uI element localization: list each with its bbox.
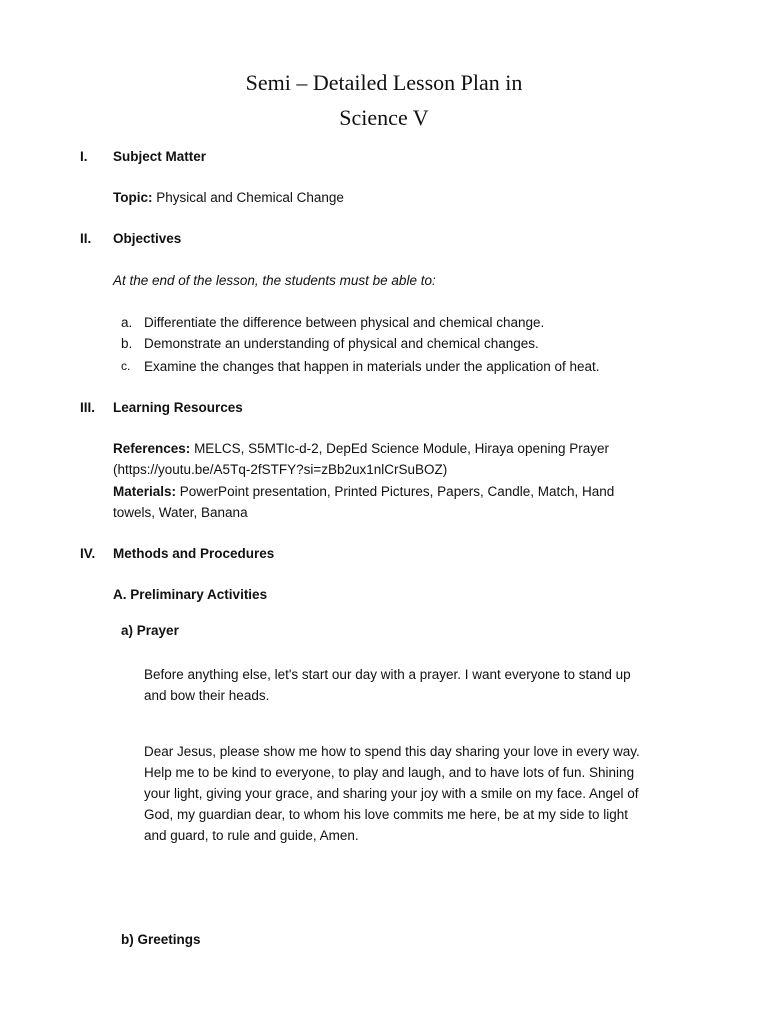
prayer-instruction [144, 664, 714, 706]
materials-label: Materials: [113, 484, 177, 499]
activity-title: Prayer [136, 623, 179, 638]
paragraph-line: Dear Jesus, please show me how to spend this day sharing your love in every way. [144, 744, 640, 759]
objective-marker: c. [121, 359, 131, 373]
document-title: Semi – Detailed Lesson Plan in [245, 70, 523, 95]
objective-marker: a. [121, 315, 133, 330]
references-value: MELCS, S5MTIc-d-2, DepEd Science Module, Hiraya opening Prayer [194, 441, 609, 456]
paragraph-line: and bow their heads. [144, 688, 270, 703]
section-number: I. [80, 149, 88, 164]
section-heading: Objectives [113, 231, 182, 246]
paragraph-line: God, my guardian dear, to whom his love commits me here, be at my side to light [144, 807, 628, 822]
materials-continued: towels, Water, Banana [113, 505, 248, 520]
document-subtitle: Science V [339, 105, 429, 130]
activity-heading [121, 932, 201, 947]
prayer-text [144, 741, 714, 846]
activity-heading [121, 623, 179, 638]
references-link: (https://youtu.be/A5Tq-2fSTFY?si=zBb2ux1nlCrSuBOZ) [113, 462, 448, 477]
activity-marker: a) [121, 623, 134, 638]
subsection-title: Preliminary Activities [130, 587, 268, 602]
objective-text: Demonstrate an understanding of physical and chemical changes. [144, 336, 539, 351]
paragraph-line: your light, giving your grace, and sharing your joy with a smile on my face. Angel of [144, 786, 639, 801]
topic-label: Topic: [113, 190, 153, 205]
materials-value: PowerPoint presentation, Printed Pictures, Papers, Candle, Match, Hand [179, 484, 615, 499]
activity-marker: b) [121, 932, 134, 947]
section-number: III. [80, 400, 96, 415]
references-label: References: [113, 441, 191, 456]
paragraph-line: and guard, to rule and guide, Amen. [144, 828, 359, 843]
objective-marker: b. [121, 336, 133, 351]
topic-value: Physical and Chemical Change [156, 190, 344, 205]
objective-text: Examine the changes that happen in materials under the application of heat. [144, 359, 600, 374]
paragraph-line: Before anything else, let's start our day with a prayer. I want everyone to stand up [144, 667, 631, 682]
subsection-marker: A. [113, 587, 127, 602]
section-heading: Learning Resources [113, 400, 243, 415]
paragraph-line: Help me to be kind to everyone, to play and laugh, and to have lots of fun. Shining [144, 765, 635, 780]
section-number: IV. [80, 546, 96, 561]
objective-text: Differentiate the difference between physical and chemical change. [144, 315, 545, 330]
topic-line [113, 190, 344, 205]
section-number: II. [80, 231, 92, 246]
section-heading: Subject Matter [113, 149, 207, 164]
references-line [113, 441, 609, 456]
section-heading: Methods and Procedures [113, 546, 275, 561]
materials-line [113, 484, 614, 499]
subsection-heading [113, 587, 267, 602]
objectives-intro: At the end of the lesson, the students must be able to: [113, 273, 436, 288]
activity-title: Greetings [137, 932, 201, 947]
